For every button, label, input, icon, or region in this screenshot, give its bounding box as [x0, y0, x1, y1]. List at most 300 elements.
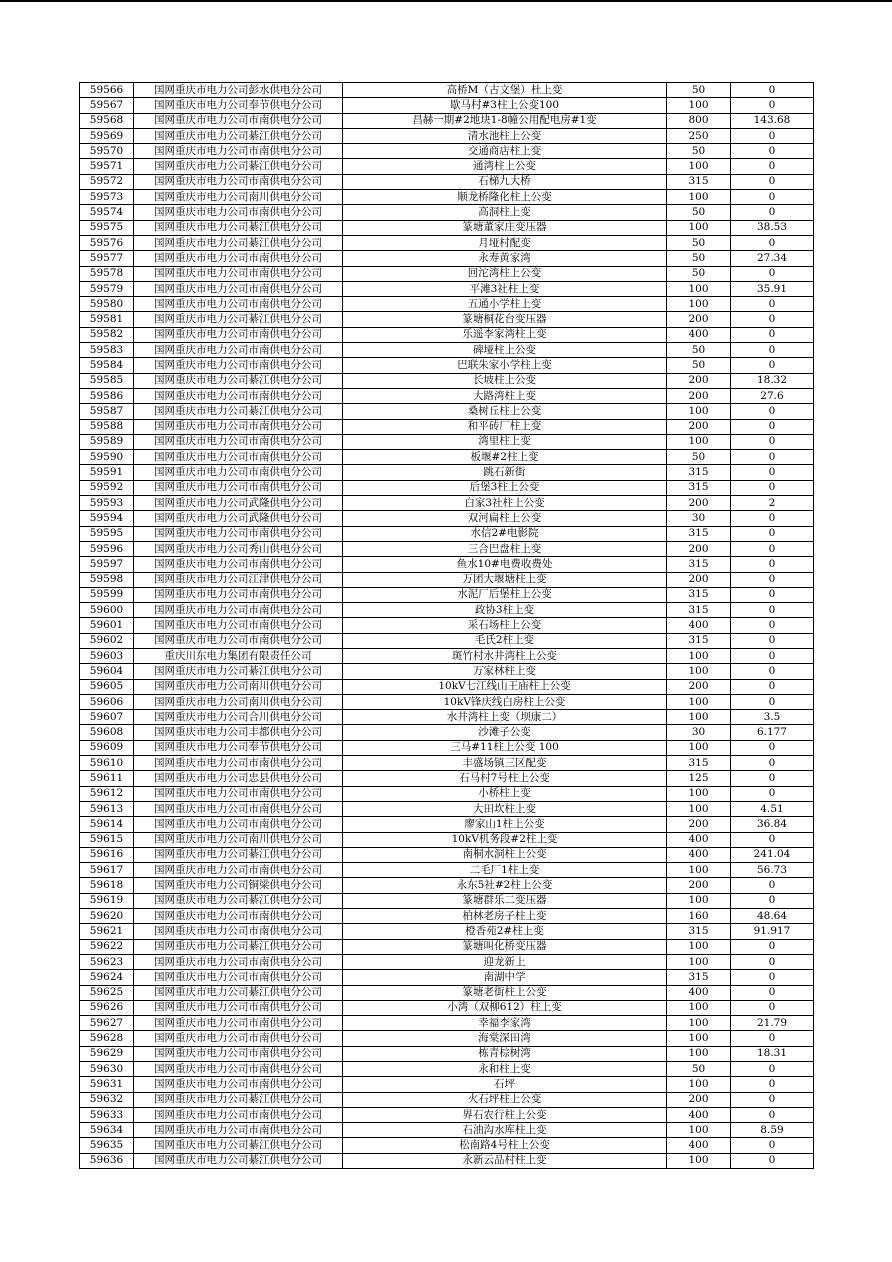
value-cell: 0	[731, 939, 814, 954]
row-id-cell: 59587	[80, 404, 134, 419]
capacity-cell: 200	[667, 541, 731, 556]
table-row	[80, 893, 814, 908]
company-cell: 国网重庆市电力公司彭水供电分公司	[134, 83, 343, 98]
row-id-cell: 59627	[80, 1016, 134, 1031]
company-cell: 国网重庆市电力公司市南供电分公司	[134, 786, 343, 801]
capacity-cell: 50	[667, 266, 731, 281]
value-cell: 6.177	[731, 725, 814, 740]
capacity-cell: 30	[667, 511, 731, 526]
capacity-cell: 100	[667, 1123, 731, 1138]
row-id-cell: 59572	[80, 174, 134, 189]
table-row	[80, 878, 814, 893]
value-cell: 0	[731, 1062, 814, 1077]
table-row	[80, 694, 814, 709]
transformer-name-cell: 篆塘叫化桥变压器	[343, 939, 667, 954]
row-id-cell: 59619	[80, 893, 134, 908]
row-id-cell: 59633	[80, 1107, 134, 1122]
capacity-cell: 200	[667, 312, 731, 327]
transformer-name-cell: 月垭村配变	[343, 235, 667, 250]
row-id-cell: 59605	[80, 679, 134, 694]
value-cell: 143.68	[731, 113, 814, 128]
capacity-cell: 100	[667, 1031, 731, 1046]
row-id-cell: 59594	[80, 511, 134, 526]
company-cell: 国网重庆市电力公司市南供电分公司	[134, 465, 343, 480]
row-id-cell: 59584	[80, 358, 134, 373]
transformer-name-cell: 五通小学柱上变	[343, 297, 667, 312]
row-id-cell: 59609	[80, 740, 134, 755]
capacity-cell: 50	[667, 1062, 731, 1077]
value-cell: 48.64	[731, 909, 814, 924]
table-row	[80, 312, 814, 327]
transformer-name-cell: 篆塘董家庄变压器	[343, 220, 667, 235]
company-cell: 国网重庆市电力公司忠县供电分公司	[134, 771, 343, 786]
value-cell: 0	[731, 878, 814, 893]
company-cell: 国网重庆市电力公司市南供电分公司	[134, 419, 343, 434]
capacity-cell: 50	[667, 358, 731, 373]
transformer-name-cell: 幸福李家湾	[343, 1016, 667, 1031]
transformer-name-cell: 长坡柱上公变	[343, 373, 667, 388]
company-cell: 国网重庆市电力公司市南供电分公司	[134, 954, 343, 969]
value-cell: 0	[731, 679, 814, 694]
table-row	[80, 725, 814, 740]
company-cell: 国网重庆市电力公司铜梁供电分公司	[134, 878, 343, 893]
transformer-name-cell: 水井湾柱上变（坝康二）	[343, 710, 667, 725]
company-cell: 国网重庆市电力公司綦江供电分公司	[134, 220, 343, 235]
value-cell: 0	[731, 1000, 814, 1015]
row-id-cell: 59608	[80, 725, 134, 740]
row-id-cell: 59620	[80, 909, 134, 924]
company-cell: 国网重庆市电力公司南川供电分公司	[134, 832, 343, 847]
row-id-cell: 59575	[80, 220, 134, 235]
row-id-cell: 59616	[80, 847, 134, 862]
company-cell: 国网重庆市电力公司市南供电分公司	[134, 281, 343, 296]
capacity-cell: 400	[667, 985, 731, 1000]
table-row	[80, 817, 814, 832]
transformer-name-cell: 平滩3社柱上变	[343, 281, 667, 296]
transformer-name-cell: 大路湾柱上变	[343, 388, 667, 403]
transformer-name-cell: 清水池柱上公变	[343, 128, 667, 143]
value-cell: 35.91	[731, 281, 814, 296]
table-row	[80, 801, 814, 816]
row-id-cell: 59602	[80, 633, 134, 648]
table-row	[80, 648, 814, 663]
table-row	[80, 771, 814, 786]
capacity-cell: 800	[667, 113, 731, 128]
value-cell: 27.34	[731, 251, 814, 266]
company-cell: 国网重庆市电力公司合川供电分公司	[134, 710, 343, 725]
capacity-cell: 100	[667, 954, 731, 969]
row-id-cell: 59581	[80, 312, 134, 327]
table-row	[80, 235, 814, 250]
row-id-cell: 59632	[80, 1092, 134, 1107]
value-cell: 18.32	[731, 373, 814, 388]
company-cell: 国网重庆市电力公司市南供电分公司	[134, 450, 343, 465]
transformer-name-cell: 顺龙桥隆化柱上公变	[343, 190, 667, 205]
company-cell: 国网重庆市电力公司市南供电分公司	[134, 603, 343, 618]
table-row	[80, 480, 814, 495]
capacity-cell: 50	[667, 144, 731, 159]
value-cell: 0	[731, 190, 814, 205]
value-cell: 56.73	[731, 863, 814, 878]
row-id-cell: 59618	[80, 878, 134, 893]
capacity-cell: 125	[667, 771, 731, 786]
table-row	[80, 924, 814, 939]
page-top-border	[0, 0, 892, 2]
company-cell: 国网重庆市电力公司綦江供电分公司	[134, 1153, 343, 1168]
company-cell: 国网重庆市电力公司綦江供电分公司	[134, 847, 343, 862]
value-cell: 0	[731, 648, 814, 663]
transformer-name-cell: 栋青棕树湾	[343, 1046, 667, 1061]
table-row	[80, 159, 814, 174]
table-row	[80, 419, 814, 434]
row-id-cell: 59601	[80, 618, 134, 633]
transformer-name-cell: 石油沟水库柱上变	[343, 1123, 667, 1138]
value-cell: 4.51	[731, 801, 814, 816]
transformer-name-cell: 毛氏2柱上变	[343, 633, 667, 648]
transformer-name-cell: 10kV七江线山王庙柱上公变	[343, 679, 667, 694]
table-body	[80, 83, 814, 1169]
row-id-cell: 59607	[80, 710, 134, 725]
transformer-name-cell: 小湾（双柳612）柱上变	[343, 1000, 667, 1015]
capacity-cell: 200	[667, 373, 731, 388]
table-row	[80, 1016, 814, 1031]
capacity-cell: 200	[667, 817, 731, 832]
table-row	[80, 985, 814, 1000]
table-row	[80, 572, 814, 587]
capacity-cell: 100	[667, 1153, 731, 1168]
capacity-cell: 400	[667, 618, 731, 633]
capacity-cell: 100	[667, 648, 731, 663]
row-id-cell: 59579	[80, 281, 134, 296]
row-id-cell: 59596	[80, 541, 134, 556]
row-id-cell: 59582	[80, 327, 134, 342]
transformer-name-cell: 碑垭柱上公变	[343, 343, 667, 358]
transformer-name-cell: 湾里柱上变	[343, 434, 667, 449]
table-row	[80, 174, 814, 189]
value-cell: 0	[731, 970, 814, 985]
company-cell: 国网重庆市电力公司武隆供电分公司	[134, 511, 343, 526]
capacity-cell: 315	[667, 603, 731, 618]
capacity-cell: 100	[667, 694, 731, 709]
transformer-name-cell: 橙香苑2#柱上变	[343, 924, 667, 939]
capacity-cell: 100	[667, 786, 731, 801]
value-cell: 0	[731, 128, 814, 143]
row-id-cell: 59566	[80, 83, 134, 98]
capacity-cell: 200	[667, 878, 731, 893]
transformer-name-cell: 丰盛场镇三区配变	[343, 756, 667, 771]
company-cell: 国网重庆市电力公司綦江供电分公司	[134, 404, 343, 419]
capacity-cell: 200	[667, 419, 731, 434]
capacity-cell: 315	[667, 587, 731, 602]
value-cell: 0	[731, 144, 814, 159]
company-cell: 国网重庆市电力公司市南供电分公司	[134, 1031, 343, 1046]
company-cell: 国网重庆市电力公司市南供电分公司	[134, 113, 343, 128]
table-row	[80, 251, 814, 266]
transformer-name-cell: 二毛厂1柱上变	[343, 863, 667, 878]
table-row	[80, 450, 814, 465]
value-cell: 0	[731, 450, 814, 465]
value-cell: 0	[731, 297, 814, 312]
table-row	[80, 388, 814, 403]
transformer-name-cell: 板堰#2柱上变	[343, 450, 667, 465]
company-cell: 国网重庆市电力公司市南供电分公司	[134, 801, 343, 816]
row-id-cell: 59583	[80, 343, 134, 358]
table-row	[80, 664, 814, 679]
value-cell: 0	[731, 511, 814, 526]
transformer-name-cell: 沙滩子公变	[343, 725, 667, 740]
row-id-cell: 59613	[80, 801, 134, 816]
row-id-cell: 59592	[80, 480, 134, 495]
row-id-cell: 59621	[80, 924, 134, 939]
capacity-cell: 400	[667, 847, 731, 862]
capacity-cell: 100	[667, 98, 731, 113]
company-cell: 国网重庆市电力公司綦江供电分公司	[134, 893, 343, 908]
value-cell: 0	[731, 771, 814, 786]
table-row	[80, 281, 814, 296]
company-cell: 国网重庆市电力公司綦江供电分公司	[134, 1138, 343, 1153]
value-cell: 27.6	[731, 388, 814, 403]
row-id-cell: 59631	[80, 1077, 134, 1092]
value-cell: 0	[731, 343, 814, 358]
row-id-cell: 59590	[80, 450, 134, 465]
transformer-name-cell: 石马村7号柱上公变	[343, 771, 667, 786]
capacity-cell: 200	[667, 1092, 731, 1107]
transformer-name-cell: 篆塘老街柱上公变	[343, 985, 667, 1000]
company-cell: 国网重庆市电力公司綦江供电分公司	[134, 235, 343, 250]
table-row	[80, 358, 814, 373]
company-cell: 国网重庆市电力公司綦江供电分公司	[134, 159, 343, 174]
table-row	[80, 1123, 814, 1138]
company-cell: 国网重庆市电力公司市南供电分公司	[134, 756, 343, 771]
value-cell: 0	[731, 1077, 814, 1092]
table-row	[80, 939, 814, 954]
transformer-name-cell: 歇马村#3柱上公变100	[343, 98, 667, 113]
value-cell: 0	[731, 159, 814, 174]
transformer-name-cell: 昌赫一期#2地块1-8幢公用配电房#1变	[343, 113, 667, 128]
transformer-name-cell: 和平砖厂柱上变	[343, 419, 667, 434]
value-cell: 0	[731, 893, 814, 908]
capacity-cell: 100	[667, 281, 731, 296]
company-cell: 国网重庆市电力公司市南供电分公司	[134, 1062, 343, 1077]
table-row	[80, 1077, 814, 1092]
company-cell: 国网重庆市电力公司市南供电分公司	[134, 205, 343, 220]
value-cell: 0	[731, 954, 814, 969]
company-cell: 国网重庆市电力公司綦江供电分公司	[134, 312, 343, 327]
table-row	[80, 587, 814, 602]
value-cell: 0	[731, 98, 814, 113]
table-row	[80, 144, 814, 159]
capacity-cell: 200	[667, 496, 731, 511]
table-row	[80, 83, 814, 98]
transformer-name-cell: 大田坎柱上变	[343, 801, 667, 816]
company-cell: 国网重庆市电力公司綦江供电分公司	[134, 373, 343, 388]
capacity-cell: 315	[667, 174, 731, 189]
transformer-name-cell: 通湾柱上公变	[343, 159, 667, 174]
value-cell: 0	[731, 1153, 814, 1168]
capacity-cell: 400	[667, 327, 731, 342]
row-id-cell: 59577	[80, 251, 134, 266]
value-cell: 0	[731, 465, 814, 480]
transformer-name-cell: 迎龙新上	[343, 954, 667, 969]
company-cell: 国网重庆市电力公司市南供电分公司	[134, 1107, 343, 1122]
row-id-cell: 59629	[80, 1046, 134, 1061]
transformer-name-cell: 回沱湾柱上公变	[343, 266, 667, 281]
row-id-cell: 59606	[80, 694, 134, 709]
company-cell: 国网重庆市电力公司市南供电分公司	[134, 1046, 343, 1061]
row-id-cell: 59612	[80, 786, 134, 801]
transformer-name-cell: 万家林柱上变	[343, 664, 667, 679]
table-row	[80, 526, 814, 541]
row-id-cell: 59595	[80, 526, 134, 541]
row-id-cell: 59611	[80, 771, 134, 786]
value-cell: 0	[731, 235, 814, 250]
value-cell: 8.59	[731, 1123, 814, 1138]
table-row	[80, 343, 814, 358]
row-id-cell: 59593	[80, 496, 134, 511]
row-id-cell: 59624	[80, 970, 134, 985]
row-id-cell: 59569	[80, 128, 134, 143]
company-cell: 国网重庆市电力公司南川供电分公司	[134, 679, 343, 694]
value-cell: 0	[731, 694, 814, 709]
capacity-cell: 400	[667, 1107, 731, 1122]
transformer-name-cell: 10kV锋庆线白房柱上公变	[343, 694, 667, 709]
value-cell: 3.5	[731, 710, 814, 725]
table-row	[80, 1000, 814, 1015]
value-cell: 0	[731, 434, 814, 449]
row-id-cell: 59573	[80, 190, 134, 205]
table-row	[80, 327, 814, 342]
row-id-cell: 59600	[80, 603, 134, 618]
value-cell: 0	[731, 480, 814, 495]
table-row	[80, 557, 814, 572]
transformer-name-cell: 石坪	[343, 1077, 667, 1092]
table-row	[80, 113, 814, 128]
capacity-cell: 100	[667, 297, 731, 312]
transformer-name-cell: 小桥柱上变	[343, 786, 667, 801]
table-row	[80, 1138, 814, 1153]
transformer-name-cell: 松南路4号柱上公变	[343, 1138, 667, 1153]
row-id-cell: 59580	[80, 297, 134, 312]
capacity-cell: 315	[667, 480, 731, 495]
capacity-cell: 50	[667, 235, 731, 250]
value-cell: 0	[731, 786, 814, 801]
table-row	[80, 220, 814, 235]
table-row	[80, 496, 814, 511]
row-id-cell: 59628	[80, 1031, 134, 1046]
table-row	[80, 1031, 814, 1046]
value-cell: 0	[731, 312, 814, 327]
row-id-cell: 59570	[80, 144, 134, 159]
row-id-cell: 59589	[80, 434, 134, 449]
value-cell: 0	[731, 83, 814, 98]
table-row	[80, 710, 814, 725]
capacity-cell: 100	[667, 801, 731, 816]
row-id-cell: 59615	[80, 832, 134, 847]
transformer-name-cell: 篆塘桐花台变压器	[343, 312, 667, 327]
capacity-cell: 100	[667, 220, 731, 235]
capacity-cell: 30	[667, 725, 731, 740]
row-id-cell: 59617	[80, 863, 134, 878]
company-cell: 国网重庆市电力公司市南供电分公司	[134, 817, 343, 832]
capacity-cell: 315	[667, 557, 731, 572]
capacity-cell: 100	[667, 434, 731, 449]
table-row	[80, 511, 814, 526]
table-row	[80, 434, 814, 449]
value-cell: 0	[731, 572, 814, 587]
transformer-name-cell: 乐遥李家湾柱上变	[343, 327, 667, 342]
capacity-cell: 250	[667, 128, 731, 143]
capacity-cell: 200	[667, 679, 731, 694]
row-id-cell: 59636	[80, 1153, 134, 1168]
row-id-cell: 59635	[80, 1138, 134, 1153]
company-cell: 国网重庆市电力公司奉节供电分公司	[134, 740, 343, 755]
company-cell: 国网重庆市电力公司市南供电分公司	[134, 1000, 343, 1015]
table-row	[80, 970, 814, 985]
transformer-name-cell: 巴联朱家小学柱上变	[343, 358, 667, 373]
transformer-name-cell: 政协3柱上变	[343, 603, 667, 618]
company-cell: 国网重庆市电力公司綦江供电分公司	[134, 664, 343, 679]
transformer-name-cell: 水信2#电影院	[343, 526, 667, 541]
company-cell: 国网重庆市电力公司市南供电分公司	[134, 266, 343, 281]
transformer-name-cell: 鱼水10#电费收费处	[343, 557, 667, 572]
table-row	[80, 603, 814, 618]
transformer-name-cell: 后堡3柱上公变	[343, 480, 667, 495]
capacity-cell: 400	[667, 1138, 731, 1153]
value-cell: 0	[731, 832, 814, 847]
transformer-name-cell: 高洞柱上变	[343, 205, 667, 220]
capacity-cell: 200	[667, 388, 731, 403]
data-table	[79, 82, 814, 1169]
transformer-name-cell: 海棠深田湾	[343, 1031, 667, 1046]
table-row	[80, 909, 814, 924]
value-cell: 0	[731, 633, 814, 648]
table-row	[80, 786, 814, 801]
row-id-cell: 59591	[80, 465, 134, 480]
row-id-cell: 59598	[80, 572, 134, 587]
table-row	[80, 740, 814, 755]
transformer-name-cell: 三马#11柱上公变 100	[343, 740, 667, 755]
row-id-cell: 59623	[80, 954, 134, 969]
transformer-name-cell: 三合巴盘柱上变	[343, 541, 667, 556]
value-cell: 0	[731, 1138, 814, 1153]
transformer-name-cell: 万团大堰塘柱上变	[343, 572, 667, 587]
value-cell: 0	[731, 587, 814, 602]
table-row	[80, 832, 814, 847]
capacity-cell: 100	[667, 159, 731, 174]
transformer-name-cell: 廖家山1柱上公变	[343, 817, 667, 832]
value-cell: 0	[731, 1031, 814, 1046]
row-id-cell: 59625	[80, 985, 134, 1000]
capacity-cell: 50	[667, 83, 731, 98]
company-cell: 国网重庆市电力公司綦江供电分公司	[134, 985, 343, 1000]
row-id-cell: 59610	[80, 756, 134, 771]
transformer-name-cell: 永东5社#2柱上公变	[343, 878, 667, 893]
company-cell: 国网重庆市电力公司市南供电分公司	[134, 297, 343, 312]
capacity-cell: 50	[667, 450, 731, 465]
company-cell: 国网重庆市电力公司綦江供电分公司	[134, 1092, 343, 1107]
value-cell: 36.84	[731, 817, 814, 832]
transformer-name-cell: 南湖中学	[343, 970, 667, 985]
table-row	[80, 541, 814, 556]
table-row	[80, 756, 814, 771]
capacity-cell: 100	[667, 710, 731, 725]
value-cell: 0	[731, 526, 814, 541]
row-id-cell: 59604	[80, 664, 134, 679]
capacity-cell: 315	[667, 756, 731, 771]
value-cell: 2	[731, 496, 814, 511]
value-cell: 0	[731, 664, 814, 679]
company-cell: 重庆川东电力集团有限责任公司	[134, 648, 343, 663]
